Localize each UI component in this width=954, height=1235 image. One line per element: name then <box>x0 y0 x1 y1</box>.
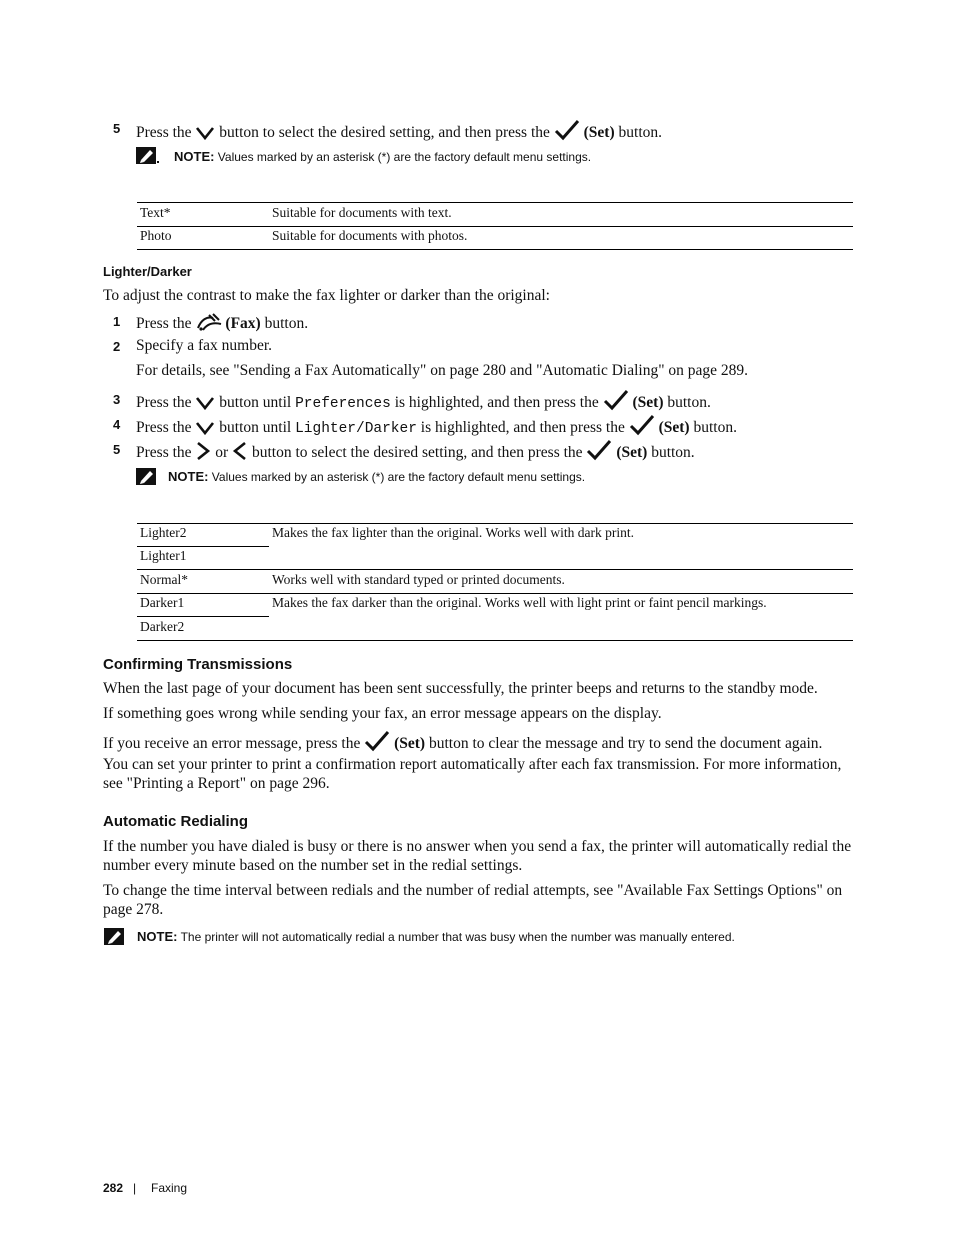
step-number: 1 <box>113 314 121 329</box>
note-pencil-icon <box>136 468 158 486</box>
footer-separator: | <box>133 1181 137 1195</box>
option-description: Works well with standard typed or printed documents. <box>272 572 565 587</box>
step-number: 4 <box>113 417 121 432</box>
note-pencil-icon <box>104 928 126 946</box>
note <box>137 929 735 944</box>
section-heading: Confirming Transmissions <box>103 656 293 673</box>
paragraph: If the number you have dialed is busy or there is no answer when you send a fax, the printer will automatically redial the number every minute based on the number set in the redial settings. <box>103 838 852 874</box>
page-number: 282 <box>103 1181 124 1195</box>
paragraph-part: If you receive an error message, press the <box>103 735 361 752</box>
checkmark-icon <box>554 119 580 141</box>
chevron-left-icon <box>232 441 248 461</box>
table-rule <box>137 546 269 547</box>
option-name: Photo <box>140 228 172 243</box>
step-text <box>136 312 308 333</box>
note-text: Values marked by an asterisk (*) are the factory default menu settings. <box>211 470 586 484</box>
step-text-part: Press the <box>136 315 192 332</box>
paragraph: To change the time interval between redials and the number of redial attempts, see "Available Fax Settings Options" on page 278. <box>103 882 843 918</box>
option-name: Lighter1 <box>140 548 187 563</box>
option-description: Makes the fax darker than the original. Works well with light print or faint pencil markings. <box>272 595 767 610</box>
note <box>168 469 585 484</box>
step-text-part: is highlighted, and then press the <box>420 419 625 436</box>
note-text: The printer will not automatically redial a number that was busy when the number was manually entered. <box>180 930 735 944</box>
footer-section: Faxing <box>151 1181 188 1195</box>
subheading: Lighter/Darker <box>103 264 192 279</box>
paragraph-part: button to clear the message and try to send the document again. <box>428 735 823 752</box>
table-rule <box>137 202 853 203</box>
step-text-part: button to select the desired setting, and then press the <box>219 124 550 141</box>
table-rule <box>137 226 853 227</box>
option-description: Suitable for documents with photos. <box>272 228 468 243</box>
set-label: (Set) <box>583 124 615 141</box>
paragraph: To adjust the contrast to make the fax lighter or darker than the original: <box>103 287 550 304</box>
step-text <box>136 439 695 462</box>
step-text-part: button. <box>651 444 695 461</box>
step-text <box>136 414 737 437</box>
step-number: 2 <box>113 339 121 354</box>
menu-item-code: Lighter/Darker <box>295 421 417 437</box>
paragraph: If something goes wrong while sending your fax, an error message appears on the display. <box>103 705 662 722</box>
step-text-part: Press the <box>136 444 192 461</box>
step-text <box>136 119 662 142</box>
step-text-part: or <box>215 444 229 461</box>
section-heading: Automatic Redialing <box>103 813 249 830</box>
checkmark-icon <box>364 730 390 752</box>
paragraph: You can set your printer to print a confirmation report automatically after each fax transmission. For more information, see "Printing a Report" on page 296. <box>103 756 842 792</box>
step-text-part: button until <box>219 419 292 436</box>
menu-item-code: Preferences <box>295 396 391 412</box>
set-label: (Set) <box>658 419 690 436</box>
note-text: Values marked by an asterisk (*) are the factory default menu settings. <box>217 150 592 164</box>
paragraph <box>103 730 822 753</box>
note-label: NOTE: <box>137 929 178 944</box>
step-text-part: Press the <box>136 124 192 141</box>
option-description: Suitable for documents with text. <box>272 205 452 220</box>
chevron-down-icon <box>195 395 215 411</box>
step-number: 5 <box>113 121 121 136</box>
checkmark-icon <box>603 389 629 411</box>
chevron-right-icon <box>195 441 211 461</box>
step-text-part: button. <box>264 315 309 332</box>
option-name: Normal* <box>140 572 188 587</box>
table-rule <box>137 593 853 594</box>
step-text-part: Press the <box>136 419 192 436</box>
set-label: (Set) <box>394 735 426 752</box>
fax-label: (Fax) <box>225 315 261 332</box>
note-label: NOTE: <box>174 149 215 164</box>
set-label: (Set) <box>616 444 648 461</box>
checkmark-icon <box>629 414 655 436</box>
step-text <box>136 389 711 412</box>
option-name: Text* <box>140 205 171 220</box>
checkmark-icon <box>586 439 612 461</box>
table-rule <box>137 523 853 524</box>
chevron-down-icon <box>195 125 215 141</box>
step-details: For details, see "Sending a Fax Automatically" on page 280 and "Automatic Dialing" on page 289. <box>136 362 749 379</box>
table-rule <box>137 616 269 617</box>
note <box>174 149 591 164</box>
table-rule <box>137 249 853 250</box>
option-description: Makes the fax lighter than the original. Works well with dark print. <box>272 525 634 540</box>
step-text: Specify a fax number. <box>136 337 273 354</box>
option-name: Darker1 <box>140 595 185 610</box>
chevron-down-icon <box>195 420 215 436</box>
paragraph: When the last page of your document has been sent successfully, the printer beeps and returns to the standby mode. <box>103 680 818 697</box>
table-rule <box>137 640 853 641</box>
step-text-part: Press the <box>136 394 192 411</box>
step-text-part: button until <box>219 394 292 411</box>
set-label: (Set) <box>632 394 664 411</box>
option-name: Lighter2 <box>140 525 187 540</box>
table-rule <box>137 569 853 570</box>
note-label: NOTE: <box>168 469 209 484</box>
step-number: 5 <box>113 442 121 457</box>
fax-icon <box>195 312 225 332</box>
step-number: 3 <box>113 392 121 407</box>
note-pencil-icon <box>136 147 160 165</box>
step-text-part: button. <box>667 394 711 411</box>
option-name: Darker2 <box>140 619 185 634</box>
step-text-part: button. <box>618 124 663 141</box>
step-text-part: button to select the desired setting, and then press the <box>251 444 583 461</box>
step-text-part: button. <box>693 419 737 436</box>
step-text-part: is highlighted, and then press the <box>394 394 599 411</box>
